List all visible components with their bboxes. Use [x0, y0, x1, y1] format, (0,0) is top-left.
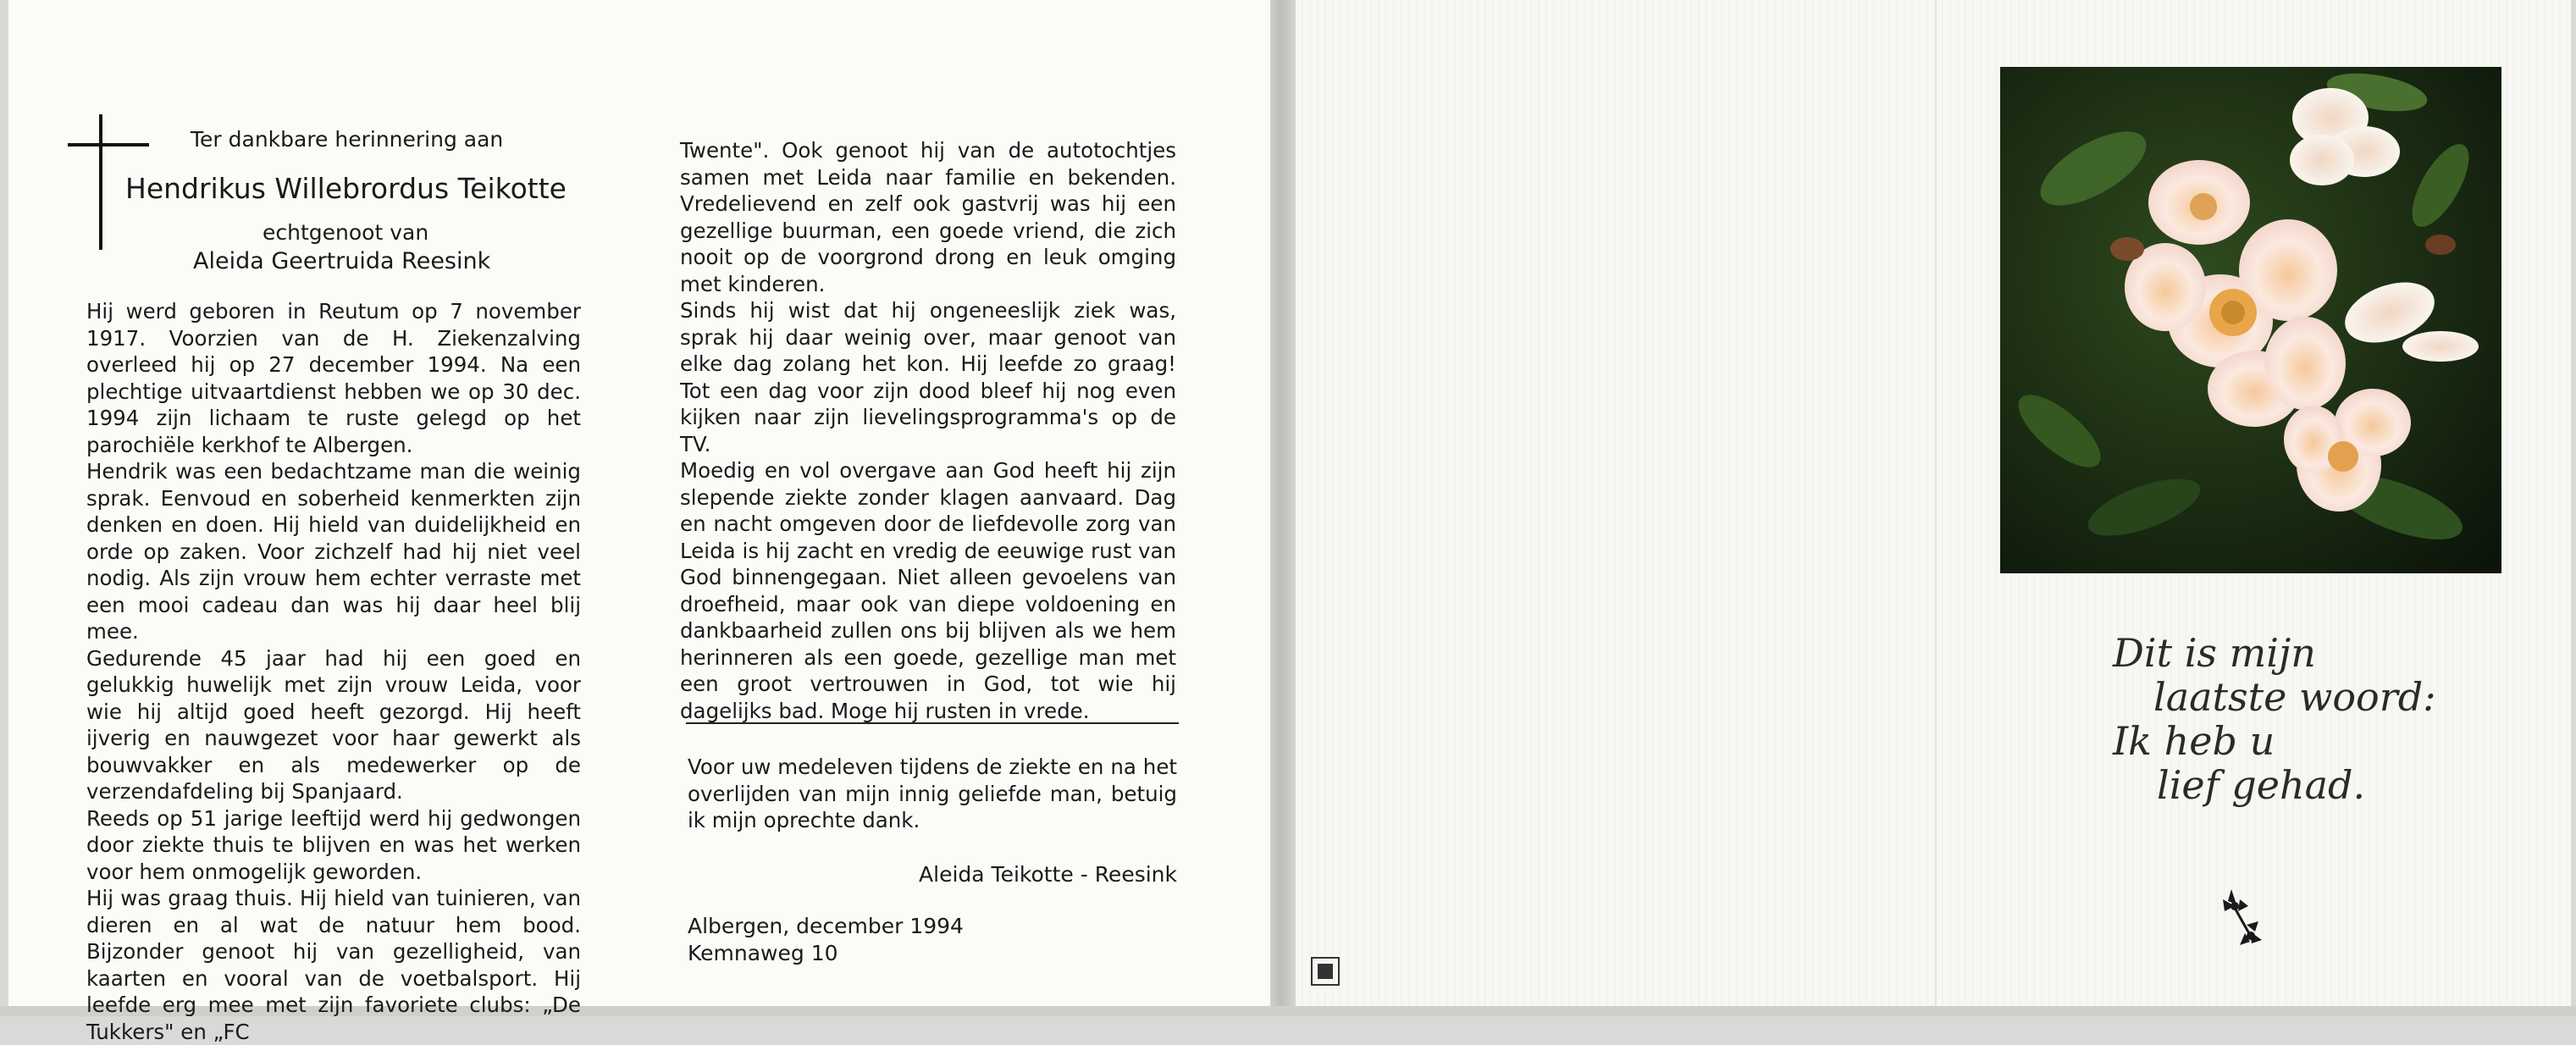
signature: Aleida Teikotte - Reesink: [919, 862, 1177, 887]
cross-icon: [99, 114, 102, 250]
deceased-name: Hendrikus Willebrordus Teikotte: [125, 172, 567, 205]
biography-paragraph: Reeds op 51 jarige leeftijd werd hij gedwongen door ziekte thuis te blijven en was het werken voor hem onmogelijk geworden.: [86, 805, 581, 884]
spouse-name: Aleida Geertruida Reesink: [193, 248, 491, 274]
place-date: Albergen, december 1994: [688, 914, 964, 938]
divider: [686, 722, 1179, 724]
card-fold-line: [1935, 0, 1937, 1006]
biography-column-left: [86, 298, 581, 1045]
spouse-label: echtgenoot van: [263, 220, 429, 245]
verse-line: Ik heb u: [2113, 718, 2275, 764]
biography-paragraph: Twente". Ook genoot hij van de autotochtjes samen met Leida naar familie en bekenden. Vredelievend en zelf ook gastvrij was hij een gezellige buurman, een goede vriend, die zich nooit op de voorgrond drong en leuk omging met kinderen.: [680, 138, 1176, 296]
address: Kemnaweg 10: [688, 940, 838, 965]
card-gap: [1270, 0, 1296, 1016]
verse-line: laatste woord:: [2153, 674, 2436, 720]
thank-you-note: Voor uw medeleven tijdens de ziekte en na het overlijden van mijn innig geliefde man, betuig ik mijn oprechte dank.: [688, 755, 1177, 832]
flower-ornament-icon: [2206, 881, 2274, 960]
biography-column-right: [680, 137, 1176, 724]
place-and-address: [688, 913, 964, 966]
handwritten-verse: [2113, 630, 2436, 808]
biography-paragraph: Hij werd geboren in Reutum op 7 november 1917. Voorzien van de H. Ziekenzalving overleed hij op 27 december 1994. Na een plechtige uitvaartdienst hebben we op 30 dec. 1994 zijn lichaam te ruste gelegd op het parochiële kerkhof te Albergen.: [86, 299, 581, 457]
verse-line: Dit is mijn: [2113, 630, 2316, 676]
printer-logo-icon: [1311, 957, 1340, 986]
biography-paragraph: Moedig en vol overgave aan God heeft hij zijn slepende ziekte zonder klagen aanvaard. Dag en nacht omgeven door de liefdevolle zorg van Leida is hij zacht en vredig de eeuwige rust van God binnengegaan. Niet alleen gevoelens van droefheid, maar ook van diepe voldoening en dankbaarheid zullen ons bij blijven als we hem herinneren als een goede, gezellige man met een groot vertrouwen in God, tot wie hij dagelijks bad. Moge hij rusten in vrede.: [680, 458, 1176, 723]
biography-paragraph: Sinds hij wist dat hij ongeneeslijk ziek was, sprak hij daar weinig over, maar genoot van elke dag zolang het kon. Hij leefde zo graag! Tot een dag voor zijn dood bleef hij nog even kijken naar zijn lievelingsprogramma's op de TV.: [680, 298, 1176, 456]
verse-line: lief gehad.: [2157, 762, 2366, 808]
biography-paragraph: Hendrik was een bedachtzame man die weinig sprak. Eenvoud en soberheid kenmerkten zijn denken en doen. Hij hield van duidelijkheid en orde op zaken. Voor zichzelf had hij niet veel nodig. Als zijn vrouw hem echter verraste met een mooi cadeau dan was hij daar heel blij mee.: [86, 459, 581, 644]
flower-photo: [2000, 67, 2501, 573]
intro-line: Ter dankbare herinnering aan: [191, 127, 504, 152]
biography-paragraph: Gedurende 45 jaar had hij een goed en gelukkig huwelijk met zijn vrouw Leida, voor wie hij altijd goed heeft gezorgd. Hij heeft ijverig en nauwgezet voor haar gewerkt als bouwvakker en als medewerker op de verzendafdeling bij Spanjaard.: [86, 645, 581, 804]
biography-paragraph: Hij was graag thuis. Hij hield van tuinieren, van dieren en al wat de natuur hem bood. Bijzonder genoot hij van gezelligheid, van kaarten en vooral van de voetbalsport. Hij leefde erg mee met zijn favoriete clubs: „De Tukkers" en „FC: [86, 886, 581, 1044]
cross-icon-bar: [68, 143, 149, 147]
